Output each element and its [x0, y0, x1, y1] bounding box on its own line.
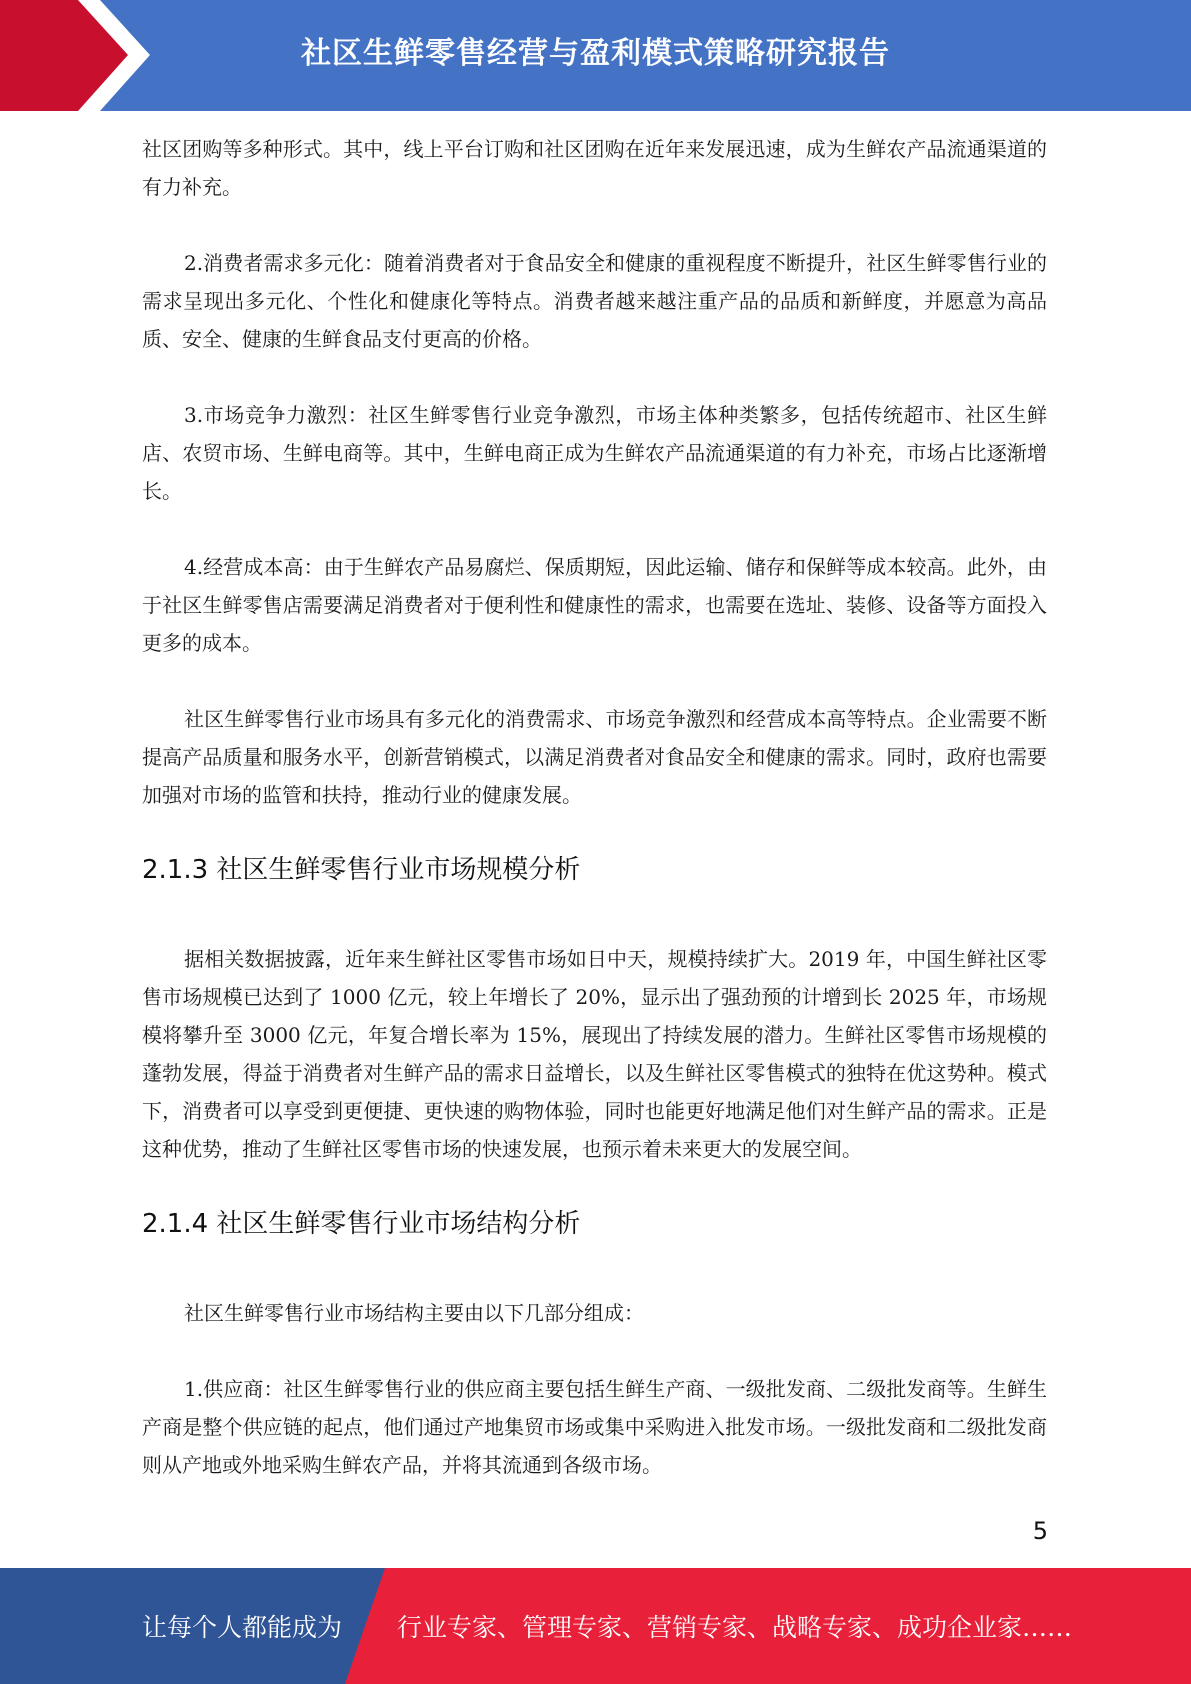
paragraph-market-scale: 据相关数据披露，近年来生鲜社区零售市场如日中天，规模持续扩大。2019 年，中国生鲜社区零售市场规模已达到了 1000 亿元，较上年增长了 20%，显示出了强劲预的计增到长 2025 年，市场规模将攀升至 3000 亿元，年复合增长率为 15%，展现出了持续发展的潜力。生鲜社区零售市场规模的蓬勃发展，得益于消费者对生鲜产品的需求日益增长，以及生鲜社区零售模式的独特在优这势种。模式下，消费者可以享受到更便捷、更快速的购物体验，同时也能更好地满足他们对生鲜产品的需求。正是这种优势，推动了生鲜社区零售市场的快速发展，也预示着未来更大的发展空间。 [142, 947, 1047, 1161]
paragraph-supplier: 1.供应商：社区生鲜零售行业的供应商主要包括生鲜生产商、一级批发商、二级批发商等。生鲜生产商是整个供应链的起点，他们通过产地集贸市场或集中采购进入批发市场。一级批发商和二级批发商则从产地或外地采购生鲜农产品，并将其流通到各级市场。 [142, 1377, 1047, 1477]
page-number: 5 [1032, 1517, 1048, 1545]
footer-slogan-right: 行业专家、管理专家、营销专家、战略专家、成功企业家…… [397, 1613, 1073, 1642]
section-heading-market-scale: 2.1.3 社区生鲜零售行业市场规模分析 [142, 855, 581, 885]
paragraph-operating-cost: 4.经营成本高：由于生鲜农产品易腐烂、保质期短，因此运输、储存和保鲜等成本较高。此外，由于社区生鲜零售店需要满足消费者对于便利性和健康性的需求，也需要在选址、装修、设备等方面投入更多的成本。 [142, 555, 1047, 655]
paragraph-continuation: 社区团购等多种形式。其中，线上平台订购和社区团购在近年来发展迅速，成为生鲜农产品流通渠道的有力补充。 [142, 137, 1047, 199]
section-heading-market-structure: 2.1.4 社区生鲜零售行业市场结构分析 [142, 1209, 581, 1239]
page-header [0, 0, 1191, 111]
report-title: 社区生鲜零售经营与盈利模式策略研究报告 [301, 36, 890, 71]
paragraph-summary: 社区生鲜零售行业市场具有多元化的消费需求、市场竞争激烈和经营成本高等特点。企业需要不断提高产品质量和服务水平，创新营销模式，以满足消费者对食品安全和健康的需求。同时，政府也需要加强对市场的监管和扶持，推动行业的健康发展。 [142, 707, 1047, 807]
paragraph-market-competition: 3.市场竞争力激烈：社区生鲜零售行业竞争激烈，市场主体种类繁多，包括传统超市、社区生鲜店、农贸市场、生鲜电商等。其中，生鲜电商正成为生鲜农产品流通渠道的有力补充，市场占比逐渐增长。 [142, 403, 1047, 503]
header-arrow-decoration [0, 0, 150, 111]
footer-slogan-left: 让每个人都能成为 [142, 1613, 343, 1642]
paragraph-consumer-demand: 2.消费者需求多元化：随着消费者对于食品安全和健康的重视程度不断提升，社区生鲜零售行业的需求呈现出多元化、个性化和健康化等特点。消费者越来越注重产品的品质和新鲜度，并愿意为高品质、安全、健康的生鲜食品支付更高的价格。 [142, 251, 1047, 351]
page-content [142, 130, 1047, 1484]
page-footer [0, 1568, 1191, 1684]
paragraph-structure-intro: 社区生鲜零售行业市场结构主要由以下几部分组成： [184, 1301, 644, 1325]
